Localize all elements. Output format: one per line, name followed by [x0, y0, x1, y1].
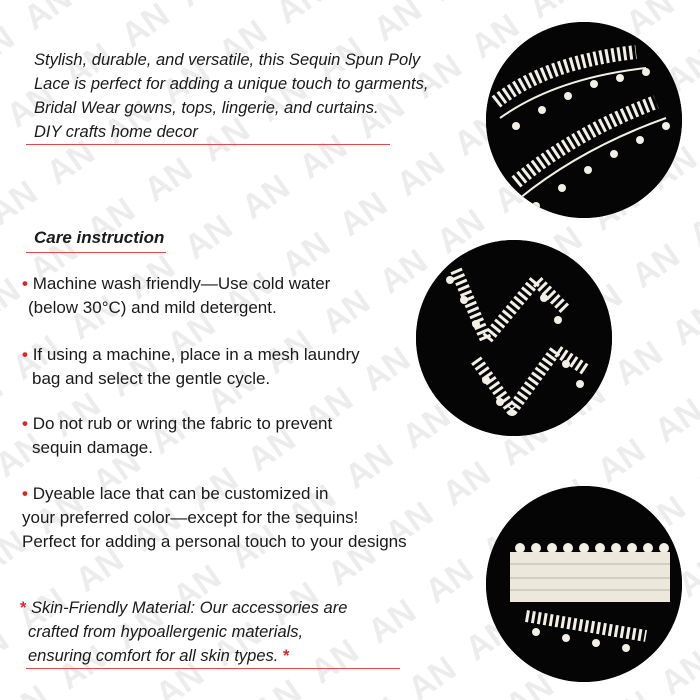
asterisk-icon: *: [20, 599, 27, 617]
description-line: DIY crafts home decor: [34, 123, 198, 141]
skin-note-text: Skin-Friendly Material: Our accessories are: [31, 599, 348, 617]
asterisk-icon: *: [282, 647, 290, 665]
divider-heading: [26, 252, 166, 253]
description-line: Lace is perfect for adding a unique touch to garments,: [34, 75, 429, 93]
lace-photo-1: [486, 22, 682, 218]
bullet-icon: •: [22, 414, 28, 433]
care-item: [22, 412, 332, 460]
lace-photo-2: [416, 240, 612, 436]
care-item-text: your preferred color—except for the sequins!: [22, 508, 359, 527]
bullet-icon: •: [22, 345, 28, 364]
lace-photo-3: [486, 486, 682, 682]
lace-image: [416, 240, 612, 436]
description-line: Bridal Wear gowns, tops, lingerie, and curtains.: [34, 99, 379, 117]
divider-bottom: [26, 668, 400, 669]
care-item: [22, 482, 407, 554]
care-item: [22, 343, 360, 391]
skin-note-text: crafted from hypoallergenic materials,: [28, 623, 304, 641]
lace-image: [486, 22, 682, 218]
care-item-text: bag and select the gentle cycle.: [32, 369, 271, 388]
bullet-icon: •: [22, 274, 28, 293]
care-item-text: sequin damage.: [32, 438, 153, 457]
care-item-text: Machine wash friendly—Use cold water: [32, 274, 331, 293]
care-item-text: Perfect for adding a personal touch to your designs: [22, 532, 407, 551]
description-line: Stylish, durable, and versatile, this Sequin Spun Poly: [34, 51, 421, 69]
product-description: [34, 48, 434, 144]
bullet-icon: •: [22, 484, 28, 503]
care-item-text: If using a machine, place in a mesh laundry: [32, 345, 360, 364]
care-item-text: Do not rub or wring the fabric to prevent: [32, 414, 333, 433]
care-item: [22, 272, 330, 320]
care-item-text: (below 30°C) and mild detergent.: [28, 298, 277, 317]
care-item-text: Dyeable lace that can be customized in: [32, 484, 329, 503]
lace-image: [486, 486, 682, 682]
skin-note-text: ensuring comfort for all skin types.: [28, 647, 279, 665]
care-heading: Care instruction: [34, 228, 165, 247]
skin-friendly-note: [20, 596, 347, 668]
divider-top: [26, 144, 390, 145]
